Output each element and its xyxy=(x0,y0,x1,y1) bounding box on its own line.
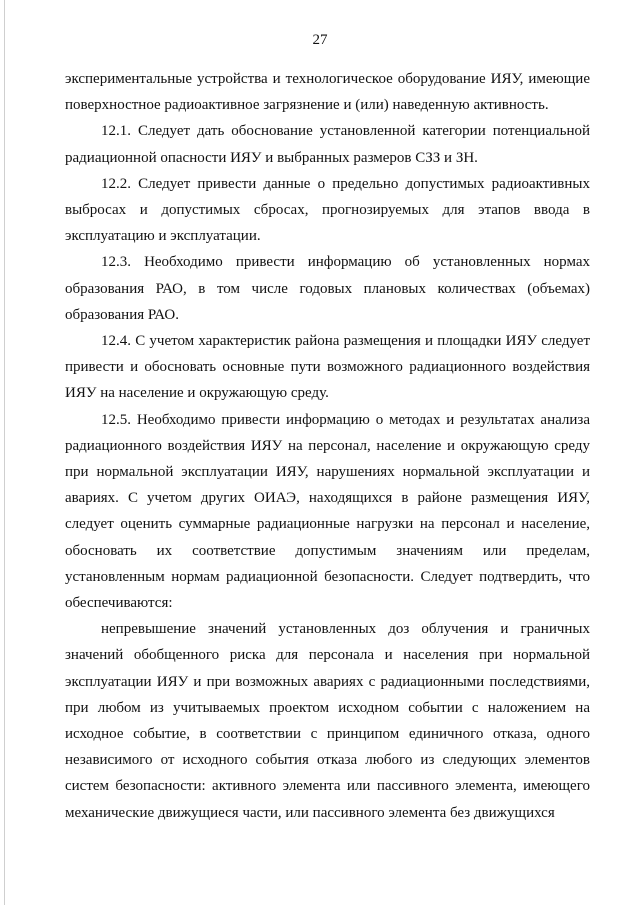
document-body xyxy=(65,66,590,826)
paragraph-12-4: 12.4. С учетом характеристик района размещения и площадки ИЯУ следует привести и обосновать основные пути возможного радиационного воздействия ИЯУ на население и окружающую среду. xyxy=(65,333,590,402)
paragraph-12-5: 12.5. Необходимо привести информацию о методах и результатах анализа радиационного воздействия ИЯУ на персонал, население и окружающую среду при нормальной эксплуатации ИЯУ, нарушениях нормальной эксплуатации и авариях. С учетом других ОИАЭ, находящихся в районе размещения ИЯУ, следует оценить суммарные радиационные нагрузки на персонал и население, обосновать их соответствие допустимым значениям или пределам, установленным нормам радиационной безопасности. Следует подтвердить, что обеспечиваются: xyxy=(65,411,590,612)
paragraph-12-2: 12.2. Следует привести данные о предельно допустимых радиоактивных выбросах и допустимых сбросах, прогнозируемых для этапов ввода в эксплуатацию и эксплуатации. xyxy=(65,175,590,245)
paragraph-requirements-item: непревышение значений установленных доз облучения и граничных значений обобщенного риска для персонала и населения при нормальной эксплуатации ИЯУ и при возможных авариях с радиационными последствиями, при любом из учитываемых проектом исходном событии с наложением на исходное событие, в соответствии с принципом единичного отказа, одного независимого от исходного события отказа любого из следующих элементов систем безопасности: активного элемента или пассивного элемента, имеющего механические движущиеся части, или пассивного элемента без движущихся xyxy=(65,621,590,821)
scan-edge xyxy=(4,0,5,905)
paragraph-12-1: 12.1. Следует дать обоснование установленной категории потенциальной радиационной опасности ИЯУ и выбранных размеров СЗЗ и ЗН. xyxy=(65,123,590,166)
page-number: 27 xyxy=(312,32,328,48)
paragraph-continuation: экспериментальные устройства и технологическое оборудование ИЯУ, имеющие поверхностное радиоактивное загрязнение и (или) наведенную активность. xyxy=(65,71,590,114)
paragraph-12-3: 12.3. Необходимо привести информацию об установленных нормах образования РАО, в том числе годовых плановых количествах (объемах) образования РАО. xyxy=(65,254,590,323)
